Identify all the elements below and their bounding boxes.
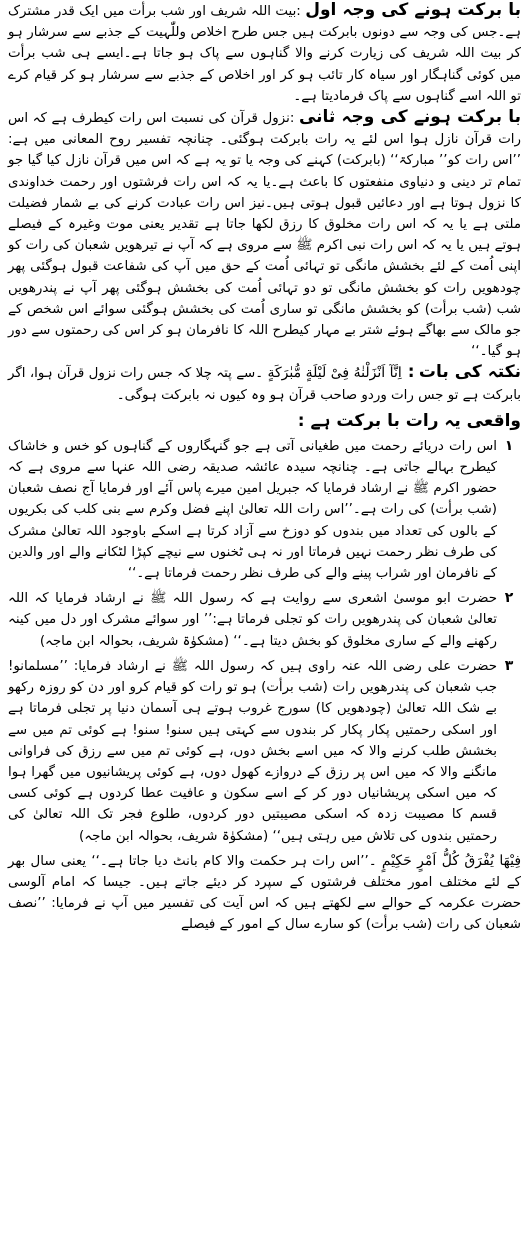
- section-heading: با برکت ہونے کی وجہ اول: [305, 0, 521, 20]
- section-reason-first: [8, 0, 521, 107]
- item-text: حضرت ابو موسیٰ اشعری سے روایت ہے کہ رسول اللہ ﷺ نے ارشاد فرمایا کہ اللہ تعالیٰ شعبان کی پندرھویں رات کو تجلی فرماتا ہے:’’ اور سوائے مشرک اور دل میں کینہ رکھنے والے کے ساری مخلوق کو بخش دیتا ہے۔‘‘ (مشکوٰۃ شریف، بحوالہ ابن ماجہ): [8, 591, 497, 649]
- list-item: [8, 588, 521, 652]
- section-heading: نکتہ کی بات: [418, 362, 521, 383]
- item-number: ۳: [504, 657, 514, 674]
- closing-paragraph: [8, 851, 521, 936]
- quran-verse: فِيْهَا يُفْرَقُ كُلُّ اَمْرٍ حَكِيْمٍ: [381, 852, 522, 869]
- item-text: اس رات دریائے رحمت میں طغیانی آتی ہے جو گنہگاروں کے گناہوں کو خس و خاشاک کیطرح بہالے جاتی ہے۔ چنانچہ سیدہ عائشہ صدیقہ رضی اللہ عنہا سے مروی ہے کہ حضور اکرم ﷺ نے ارشاد فرمایا کہ جبریل امین میرے پاس آئے اور فرمایا آج نصف شعبان (شب برأت) کی رات ہے۔’’اس رات اللہ تعالیٰ اپنے فضل وکرم سے بنی کلب کی بکریوں کے بالوں کی تعداد میں بندوں کو دوزخ سے آزاد کرتا ہے اسکے باوجود اللہ تعالیٰ مشرک کی طرف نظر رحمت نہیں فرماتا اور نہ ہی ٹخنوں سے نیچے کپڑا لٹکانے والے اور والدین کے نافرمان اور شراب پینے والے کی طرف نظر رحمت فرماتا ہے۔‘‘: [8, 438, 497, 582]
- section-point: نکتہ کی بات : اِنَّآ اَنْزَلْنٰهُ فِىْ لَيْلَةٍ مُّبٰرَكَةٍ ۔سے پتہ چلا کہ جس رات نزول قرآن ہوا، اگر بابرکت ہے تو جس رات وردو صاحب قرآن ہو وہ کیوں نہ بابرکت ہوگی۔: [8, 362, 521, 403]
- section-heading-blessed-night: واقعی یہ رات با برکت ہے :: [297, 410, 521, 431]
- section-text: ۔سے پتہ چلا کہ جس رات نزول قرآن ہوا، اگر بابرکت ہے تو جس رات وردو صاحب قرآن ہو وہ کیوں نہ بابرکت ہوگی۔: [8, 366, 521, 403]
- item-number: ۱: [504, 437, 514, 454]
- section-text: :نزول قرآن کی نسبت اس رات کیطرف ہے کہ اس رات قرآن نازل ہوا اس لئے یہ رات بابرکت ہوگئی۔ چنانچہ تفسیر روح المعانی میں ہے: ’’اس رات کو’’ مبارکۃ‘‘ (بابرکت) کہنے کی وجہ یا تو یہ ہے کہ اس میں قرآن نازل کیا گیا جو تمام تر دینی و دنیاوی منفعتوں کا باعث ہے۔یا یہ کہ اس رات فرشتوں اور رحمت خداوندی کا نزول ہوتا ہے اور دعائیں قبول ہوتی ہیں۔نیز اس رات عبادت کرنے کی بے شمار فضیلت ملتی ہے یا یہ کہ اس رات مخلوق کا رزق لکھا جاتا ہے تقدیر یعنی موت وغیرہ کے فیصلے ہوتے ہیں یا یہ کہ اس رات نبی اکرم ﷺ سے مروی ہے کہ آپ نے تیرھویں شعبان کی رات کو اپنی اُمت کے لئے بخشش مانگی تو تہائی اُمت کے حق میں آپ کی شفاعت قبول ہوگئی پھر چودھویں رات کو بخشش مانگی تو دو تہائی اُمت کی بخشش ہوگئی پھر آپ نے پندرھویں شب (شب برأت) کو بخشش مانگی تو ساری اُمت کی بخشش ہوگئی سوائے اس شخص کے جو مالک سے بھاگے ہوئے شتر بے مہار کیطرح اللہ کا نافرمان ہو کر اس کی رحمتوں سے دور ہو گیا۔‘‘: [8, 111, 521, 360]
- section-text: ۔’’اس رات ہر حکمت والا کام بانٹ دیا جاتا ہے۔‘‘ یعنی سال بھر کے لئے مختلف امور مختلف فرشتوں کے سپرد کر دیئے جاتے ہیں۔ جیسا کہ امام آلوسی حضرت عکرمہ کے حوالے سے لکھتے ہیں کہ اس آیت کی تفسیر میں آپ نے فرمایا: ’’نصف شعبان کی رات (شب برأت) کو سارے سال کے امور کے فیصلے: [8, 853, 521, 933]
- section-reason-second: [8, 107, 521, 362]
- article-page: [8, 0, 521, 936]
- section-heading: با برکت ہونے کی وجہ ثانی: [298, 107, 521, 128]
- section-text: :بیت اللہ شریف اور شب برأت میں ایک قدر مشترک ہے۔جس کی وجہ سے دونوں بابرکت ہیں جس طرح اخلاص وللّٰہیت کے جذبے سے سرشار ہو کر بیت اللہ شریف کی زیارت کرنے والا گناہوں سے پاک ہو جاتا ہے۔ایسے ہی شب برأت میں کوئی گناہگار اور سیاہ کار تائب ہو کر اور اخلاص کے جذبے سے سرشار ہو کر قیام کرے تو اللہ اسے گناہوں سے پاک فرمادیتا ہے۔: [8, 4, 521, 104]
- list-item: [8, 436, 521, 584]
- quran-verse: اِنَّآ اَنْزَلْنٰهُ فِىْ لَيْلَةٍ مُّبٰرَكَةٍ: [267, 365, 402, 382]
- item-text: حضرت علی رضی اللہ عنہ راوی ہیں کہ رسول اللہ ﷺ نے ارشاد فرمایا: ’’مسلمانو! جب شعبان کی پندرھویں رات (شب برأت) ہو تو رات کو قیام کرو اور دن کو روزہ رکھو بے شک اللہ تعالیٰ (چودھویں کا) سورج غروب ہوتے ہی آسمان دنیا پر تجلی فرماتا ہے اور اسکی رحمتیں پکار پکار کر بندوں سے کہتی ہیں سنو! سنو! ہے کوئی تم میں سے بخشش طلب کرنے والا کہ میں اسے بخش دوں، ہے کوئی تم میں سے رزق کی فراوانی مانگنے والا کہ میں اس پر رزق کے دروازے کھول دوں، ہے کوئی پریشانیوں میں گھرا ہوا کہ میں اسکی پریشانیاں دور کر کے اسے سکون و عافیت عطا کردوں ہے کوئی کسی قسم کا مصیبت زدہ کہ اسکی مصیبتیں دور کردوں، طلوع فجر تک اللہ تعالیٰ کی رحمتیں بندوں کی تلاش میں رہتی ہیں‘‘ (مشکوٰۃ شریف، بحوالہ ابن ماجہ): [8, 658, 497, 844]
- list-item: [8, 656, 521, 847]
- item-number: ۲: [504, 590, 514, 607]
